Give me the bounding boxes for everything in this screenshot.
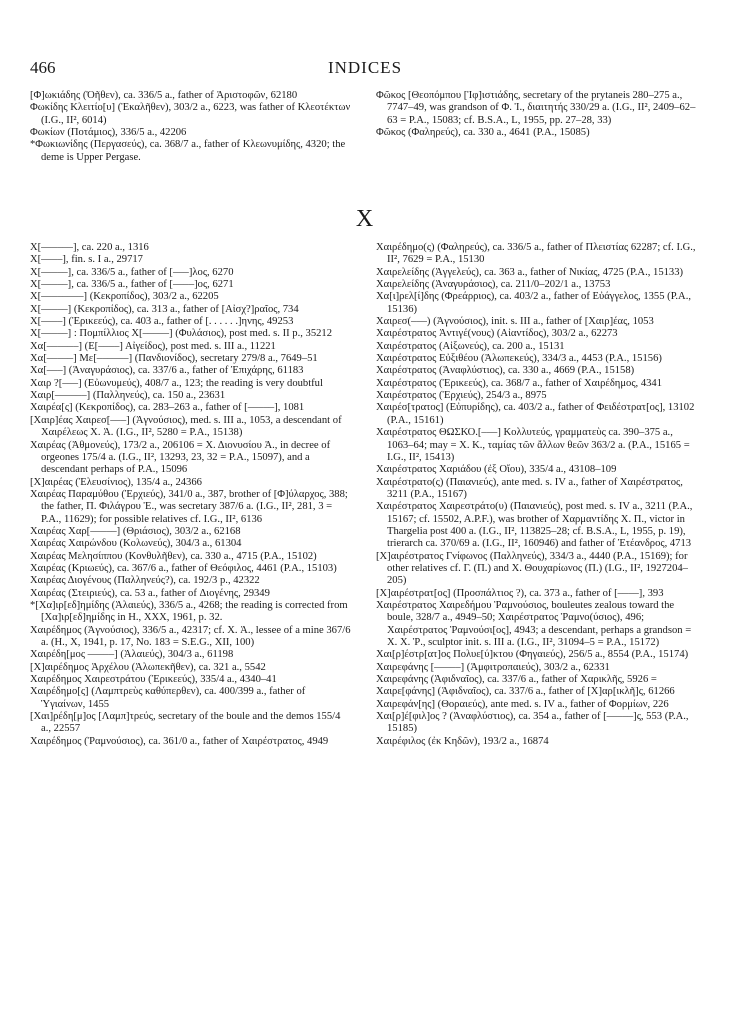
index-entry: Χαιρέδημος (Ῥαμνούσιος), ca. 361/0 a., father of Χαιρέστρατος, 4949: [30, 735, 329, 747]
index-entry: Χα[ι]ρελ[ί]δης (Φρεάρριος), ca. 403/2 a., father of Εὐάγγελος, 1355 (P.A., 15136): [376, 291, 692, 315]
index-entry: Χαιρέστρατος (Ἐρικεεύς), ca. 368/7 a., father of Χαιρέδημος, 4341: [376, 377, 663, 389]
index-entry: Χαιρέδημος Χαιρεστράτου (Ἐρικεεύς), 335/4 a., 4340–41: [30, 674, 277, 686]
section-heading: X: [355, 206, 374, 232]
index-entry: Χαιρ[––––––] (Παλληνεύς), ca. 150 a., 23631: [30, 390, 226, 402]
index-entry: Χα[––––––] (Ε[––––] Αἰγείδος), post med. s. III a., 11221: [30, 340, 276, 352]
index-entry: Χαιρέδη[μος –––––] (Ἁλαιεύς), 304/3 a., 61198: [30, 649, 234, 661]
index-entry: Χαιρελείδης (Ἀναγυράσιος), ca. 211/0–202/1 a., 13753: [376, 279, 611, 291]
index-entry: Χαιρέας (Κριωεύς), ca. 367/6 a., father of Θεόφιλος, 4461 (P.A., 15103): [30, 562, 337, 574]
index-entry: Χ[–––––], ca. 336/5 a., father of [–––]λος, 6270: [30, 266, 234, 278]
index-entry: *[Χα]ιρ[εδ]ημίδης (Ἁλαιεύς), 336/5 a., 4268; the reading is corrected from [Χα]ιρ[εδ]ημίδης in H., XXX, 1961, p. 32.: [30, 599, 348, 624]
index-entry: Χαιρέας (Στειριεύς), ca. 53 a., father of Διογένης, 29349: [30, 587, 270, 599]
index-entry: Χαιρέστρατος (Αἰξωνεύς), ca. 200 a., 15131: [376, 340, 565, 352]
index-entry: Χαιρέδημο(ς) (Φαληρεύς), ca. 336/5 a., father of Πλειστίας 62287; cf. I.G., II², 7629 = P.A., 15130: [376, 242, 696, 266]
index-entry: Χαιρέστρατος Ἀντιγέ(νους) (Αἰαντίδος), 303/2 a., 62273: [376, 328, 618, 340]
index-entry: Χαιρελείδης (Ἀγγελεύς), ca. 363 a., father of Νικίας, 4725 (P.A., 15133): [376, 266, 684, 278]
index-entry: [Φ]ωκιάδης (Ὀῆθεν), ca. 336/5 a., father of Ἀριστοφῶν, 62180: [30, 90, 298, 101]
index-entry: Χ[–––––], ca. 336/5 a., father of [––––]ος, 6271: [30, 279, 234, 291]
index-entry: Χαι[ρ]έστρ[ατ]ος Πολυε[ύ]κτου (Φηγαιεύς), 256/5 a., 8554 (P.A., 15174): [376, 649, 689, 661]
index-entry: Χαιρέας Χαρ[–––––] (Θριάσιος), 303/2 a., 62168: [30, 525, 241, 537]
index-entry: [Χ]αιρέστρατος Γνίφωνος (Παλληνεύς), 334/3 a., 4440 (P.A., 15169); for other relatives cf. Γ. (Π.) and Χ. Θουχαρίωνος (Π.) (I.G., II², 1927204–205): [376, 550, 688, 587]
index-entry: Χαιρέστρατος Χαριάδου (ἐξ Οἴου), 335/4 a., 43108–109: [376, 464, 617, 476]
index-entry: [Χ]αιρέστρατ[ος] (Προσπάλτιος ?), ca. 373 a., father of [––––], 393: [376, 587, 664, 599]
index-entry: Χαιρέας Διογένους (Παλληνεύς?), ca. 192/3 p., 42322: [30, 575, 260, 587]
index-entry: Χαιρέστρατος Χαιρεστράτο(υ) (Παιανιεύς), post med. s. IV a., 3211 (P.A., 15167; cf. 15502, A.P.F.), was brother of Χαρμαντίδης Χ. Π., victor in Thargelia post 400 a. (I.G., II², 113825–28; cf. B.S.A., L, 1955, p. 19), trierarch ca. 370/69 a. (I.G., II², 160946) and father of Ἐτέανδρος, 4713: [376, 501, 693, 550]
index-entry: Χαιρ ?[–––] (Εὐωνυμεύς), 408/7 a., 123; the reading is very doubtful: [30, 377, 323, 389]
page-number: 466: [30, 58, 56, 77]
top-left-column: [30, 90, 352, 164]
index-entry: Φῶκος [Θεοπόμπου [Ἰφ]ιστιάδης, secretary of the prytaneis 280–275 a., 7747–49, was grandson of Φ. Ἰ., διαιτητής 330/29 a. (I.G., II², 2409–62–63 = P.A., 15083; cf. B.S.A., L, 1955, pp. 27–28, 33): [376, 90, 696, 126]
index-entry: Χαιρέας (Ἀθμονεύς), 173/2 a., 206106 = Χ. Διονυσίου Ἀ., in decree of orgeones 175/4 a. (I.G., II², 13293, 23, 32 = P.A., 15097), and a descendant perhaps of P.A., 15096: [30, 439, 331, 476]
index-entry: Χαιρε[φάνης] (Ἀφιδναῖος), ca. 337/6 a., father of [Χ]αρ[ικλῆ]ς, 61266: [376, 686, 675, 698]
index-entry: Χαιρέσ[τρατος] (Εὐπυρίδης), ca. 403/2 a., father of Φειδέστρατ[ος], 13102 (P.A., 15161): [376, 402, 695, 426]
index-entry: Χαιρέα[ς] (Κεκροπίδος), ca. 283–263 a., father of [–––––], 1081: [30, 402, 305, 414]
index-entry: Χαιρέδημο[ς] (Λαμπτρεὺς καθύπερθεν), ca. 400/399 a., father of Ὑγιαίνων, 1455: [30, 686, 306, 710]
index-entry: Χαιρεφάνης [–––––] (Ἀμφιτροπαιεύς), 303/2 a., 62331: [376, 661, 610, 673]
index-entry: Χαιρέας Χαιρώνδου (Κολωνεύς), 304/3 a., 61304: [30, 538, 242, 550]
index-entry: Χ[–––––] (Κεκροπίδος), ca. 313 a., father of [Αἰσχ?]ραῖος, 734: [30, 303, 299, 315]
index-entry: Χα[–––––] Με[––––––] (Πανδιονίδος), secretary 279/8 a., 7649–51: [30, 353, 318, 365]
page-header: [30, 58, 700, 80]
index-entry: Φωκίδης Κλειτίο[υ] (Ἐκαλῆθεν), 303/2 a., 6223, was father of Κλεοτέκτων (I.G., II², 6014): [30, 102, 351, 126]
index-entry: Χαιρέστρατο(ς) (Παιανιεύς), ante med. s. IV a., father of Χαιρέστρατος, 3211 (P.A., 15167): [376, 476, 683, 500]
index-entry: Φωκίων (Ποτάμιος), 336/5 a., 42206: [30, 127, 187, 139]
index-entry: Χ[––––], fin. s. I a., 29717: [30, 254, 143, 266]
index-entry: Χ[––––] (Ἐρικεεύς), ca. 403 a., father of [. . . . . .]ηνης, 49253: [30, 316, 294, 328]
index-entry: [Χαι]ρέδη[μ]ος [Λαμπ]τρεύς, secretary of the boule and the demos 155/4 a., 22557: [30, 711, 341, 735]
index-entry: Χαιρεφάνης (Ἀφιδναῖος), ca. 337/6 a., father of Χαρικλῆς, 5926 =: [376, 674, 657, 686]
index-entry: Χ[––––––], ca. 220 a., 1316: [30, 242, 149, 253]
index-entry: Χαιρέας Μελησίππου (Κονθυλῆθεν), ca. 330 a., 4715 (P.A., 15102): [30, 550, 317, 562]
index-entry: Χαιρέστρατος (Ἐρχιεύς), 254/3 a., 8975: [376, 390, 547, 402]
top-right-column: [376, 90, 696, 139]
index-entry: Χαιρέφιλος (ἐκ Κηδῶν), 193/2 a., 16874: [376, 735, 549, 747]
bottom-left-column: [30, 242, 352, 748]
index-entry: Χ[––––––––] (Κεκροπίδος), 303/2 a., 62205: [30, 291, 219, 303]
bottom-right-column: [376, 242, 696, 748]
index-entry: Χ[–––––] : Πομπίλλιος Χ[–––––] (Φυλάσιος), post med. s. II p., 35212: [30, 328, 333, 340]
index-entry: Χαιρέστρατος Εὐξιθέου (Ἀλωπεκεύς), 334/3 a., 4453 (P.A., 15156): [376, 353, 662, 365]
index-entry: Χαιρέδημος (Ἀγνούσιος), 336/5 a., 42317; cf. Χ. Ἀ., lessee of a mine 367/6 a. (H., X, 1941, p. 17, No. 183 = S.E.G., XII, 100): [30, 624, 351, 648]
index-entry: *Φωκιωνίδης (Περγασεύς), ca. 368/7 a., father of Κλεωνυμίδης, 4320; the deme is Upper Pergase.: [30, 139, 346, 163]
index-entry: [Χ]αιρέας (Ἐλευσίνιος), 135/4 a., 24366: [30, 476, 202, 488]
index-entry: [Χαιρ]έας Χαιρεσ[–––] (Ἀγνούσιος), med. s. III a., 1053, a descendant of Χαιρέλεως Χ. Ἀ. (I.G., II², 5280 = P.A., 15138): [30, 414, 342, 439]
index-entry: Χαιρέστρατος ΘΩΣΚΟ.[–––] Κολλυτεύς, γραμματεὺς ca. 390–375 a., 1063–64; may = Χ. Κ., ταμίας τῶν ἄλλων θεῶν 363/2 a. (P.A., 15165 = I.G., II², 15413): [376, 427, 690, 463]
index-entry: Φῶκος (Φαληρεύς), ca. 330 a., 4641 (P.A., 15085): [376, 127, 590, 139]
index-entry: Χαι[ρ]έ[φιλ]ος ? (Ἀναφλύστιος), ca. 354 a., father of [–––––]ς, 553 (P.A., 15185): [376, 711, 689, 735]
index-entry: Χαιρέας Παραμύθου (Ἐρχιεύς), 341/0 a., 387, brother of [Φ]ύλαρχος, 388; the father, Π. Φιλάγρου Ἐ., was secretary 387/6 a. (I.G., II², 281, 3 = P.A., 11629); for possible relatives cf. I.G., II², 6136: [30, 488, 348, 525]
index-entry: Χαιρέστρατος (Ἀναφλύστιος), ca. 330 a., 4669 (P.A., 15158): [376, 365, 635, 377]
index-entry: Χα[–––] (Ἀναγυράσιος), ca. 337/6 a., father of Ἐπιχάρης, 61183: [30, 365, 304, 377]
index-entry: Χαιρέστρατος Χαιρεδήμου Ῥαμνούσιος, bouleutes zealous toward the boule, 328/7 a., 4949–50; Χαιρέστρατος Ῥαμνο(ύσιος), 496; Χαιρέστρατος Ῥαμνούσι[ος], 4943; a descendant, perhaps a grandson = Χ. Χ. Ῥ., sculptor init. s. III a. (I.G., II², 31094–5 = P.A., 15172): [376, 599, 692, 648]
running-head: INDICES: [327, 58, 403, 77]
index-entry: Χαιρεσ(–––) (Ἀγνούσιος), init. s. III a., father of [Χαιρ]έας, 1053: [376, 316, 654, 328]
index-entry: Χαιρεφάν[ης] (Θοραιεύς), ante med. s. IV a., father of Φορμίων, 226: [376, 698, 669, 710]
index-entry: [Χ]αιρέδημος Ἀρχέλου (Ἀλωπεκῆθεν), ca. 321 a., 5542: [30, 661, 266, 673]
